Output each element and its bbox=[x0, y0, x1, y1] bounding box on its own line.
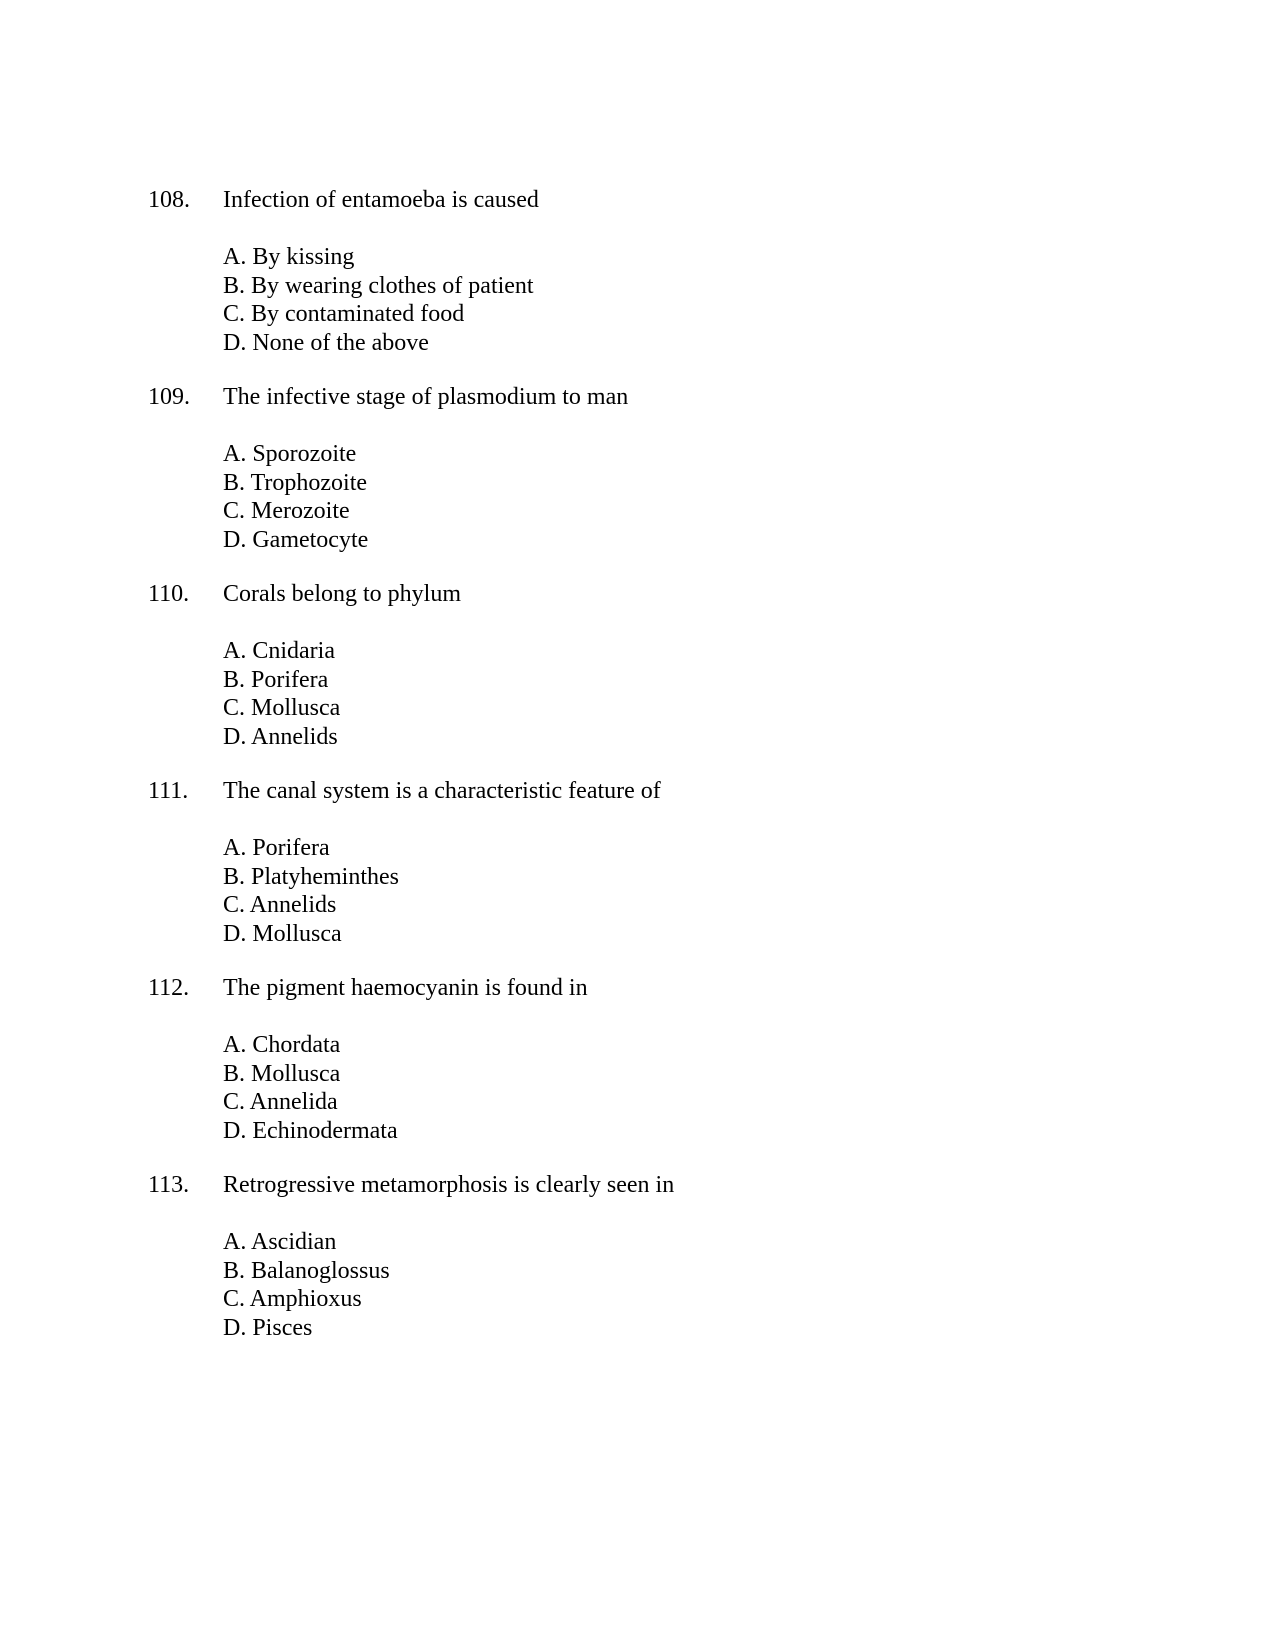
option-c: C. Merozoite bbox=[223, 498, 350, 524]
option-c: C. Annelida bbox=[223, 1089, 338, 1115]
option-d: D. Gametocyte bbox=[223, 526, 369, 553]
question-text: Corals belong to phylum bbox=[223, 581, 461, 607]
option-list bbox=[223, 440, 368, 554]
question-number: 109. bbox=[148, 384, 190, 410]
option-b: B. Platyheminthes bbox=[223, 863, 399, 890]
question-text: Infection of entamoeba is caused bbox=[223, 187, 539, 213]
option-d: D. Annelids bbox=[223, 723, 338, 750]
option-d: D. None of the above bbox=[223, 329, 429, 356]
option-a: A. By kissing bbox=[223, 244, 355, 270]
question-text: Retrogressive metamorphosis is clearly seen in bbox=[223, 1172, 675, 1198]
option-list bbox=[223, 637, 340, 751]
option-b: B. Trophozoite bbox=[223, 469, 368, 496]
question-text: The infective stage of plasmodium to man bbox=[223, 384, 629, 410]
option-a: A. Cnidaria bbox=[223, 638, 335, 664]
question-text: The canal system is a characteristic feature of bbox=[223, 778, 661, 804]
option-c: C. Mollusca bbox=[223, 695, 341, 721]
option-b: B. Mollusca bbox=[223, 1060, 341, 1087]
question-number: 111. bbox=[148, 778, 189, 804]
option-d: D. Mollusca bbox=[223, 920, 342, 947]
question-number: 113. bbox=[148, 1172, 190, 1198]
option-d: D. Echinodermata bbox=[223, 1117, 398, 1144]
option-list bbox=[223, 834, 399, 948]
option-a: A. Porifera bbox=[223, 835, 330, 861]
option-list bbox=[223, 1031, 398, 1145]
option-d: D. Pisces bbox=[223, 1314, 313, 1341]
option-list bbox=[223, 1228, 390, 1342]
option-b: B. Balanoglossus bbox=[223, 1257, 390, 1284]
option-b: B. By wearing clothes of patient bbox=[223, 272, 534, 299]
option-list bbox=[223, 243, 534, 357]
question-number: 112. bbox=[148, 975, 190, 1001]
question-number: 108. bbox=[148, 187, 190, 213]
option-a: A. Ascidian bbox=[223, 1229, 337, 1255]
option-c: C. Annelids bbox=[223, 892, 337, 918]
option-c: C. By contaminated food bbox=[223, 301, 465, 327]
option-a: A. Sporozoite bbox=[223, 441, 357, 467]
option-b: B. Porifera bbox=[223, 666, 329, 693]
option-a: A. Chordata bbox=[223, 1032, 341, 1058]
question-number: 110. bbox=[148, 581, 190, 607]
option-c: C. Amphioxus bbox=[223, 1286, 362, 1312]
question-text: The pigment haemocyanin is found in bbox=[223, 975, 588, 1001]
